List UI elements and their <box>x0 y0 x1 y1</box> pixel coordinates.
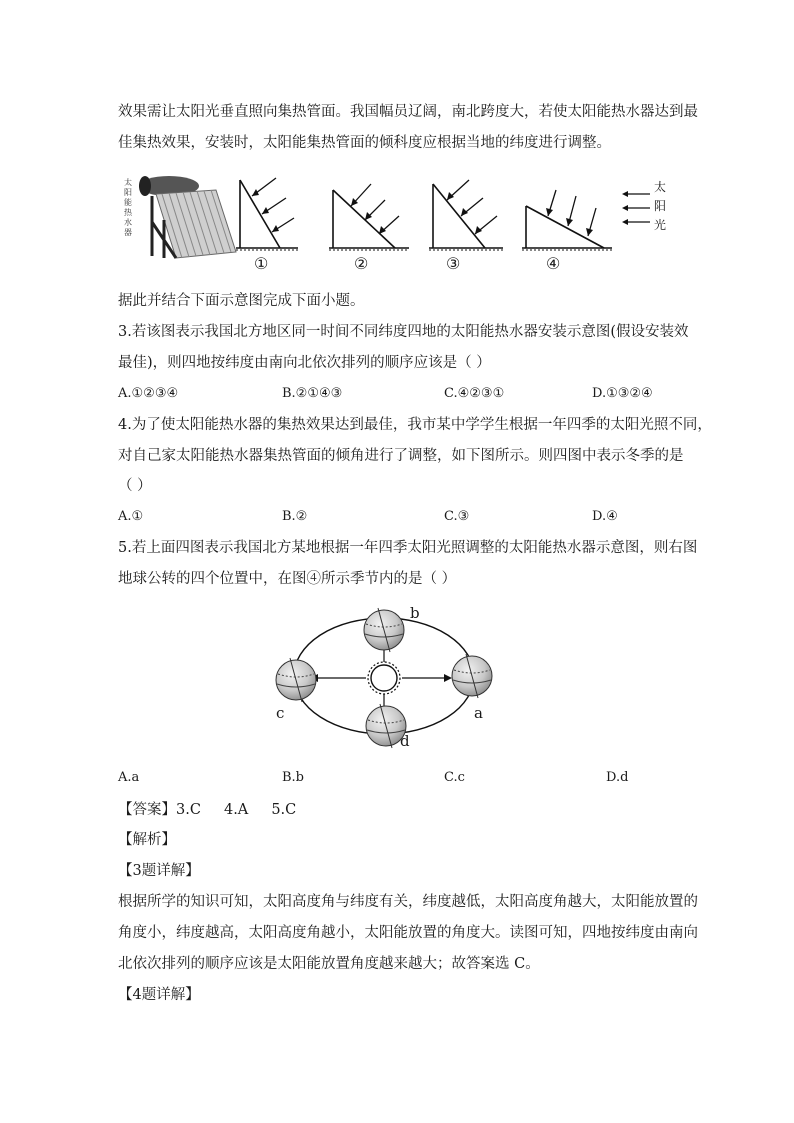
earth-icon <box>452 654 492 698</box>
q3-detail-line-1: 根据所学的知识可知，太阳高度角与纬度有关，纬度越低，太阳高度角越大，太阳能放置的 <box>118 894 698 910</box>
intro-line-2: 佳集热效果，安装时，太阳能集热管面的倾科度应根据当地的纬度进行调整。 <box>118 135 611 151</box>
earth-icon <box>276 658 316 702</box>
q5-option-a: A.a <box>118 770 140 785</box>
q3-stem-line-2: 最佳)，则四地按纬度由南向北依次排列的顺序应该是（ ） <box>118 355 491 371</box>
q5-stem-line-1: 5.若上面四图表示我国北方某地根据一年四季太阳光照调整的太阳能热水器示意图，则右图 <box>118 540 698 556</box>
solar-water-heater-photo <box>136 172 241 262</box>
q4-stem-line-1: 4.为了使太阳能热水器的集热效果达到最佳，我市某中学学生根据一年四季的太阳光照不同， <box>118 417 712 433</box>
q4-detail-heading: 【4题详解】 <box>118 987 200 1003</box>
heater-label-char: 水 <box>124 218 132 227</box>
heater-label-char: 阳 <box>124 188 132 197</box>
orbit-label-d: d <box>400 732 410 750</box>
q5-option-b: B.b <box>282 770 305 785</box>
heater-label-char: 器 <box>124 228 132 237</box>
q3-option-b: B.②①④③ <box>282 386 343 401</box>
q3-detail-line-2: 角度小，纬度越高，太阳高度角越小，太阳能放置的角度大。读图可知，四地按纬度由南向 <box>118 925 698 941</box>
q4-stem-line-2: 对自己家太阳能热水器集热管面的倾角进行了调整，如下图所示。则四图中表示冬季的是 <box>118 448 684 464</box>
heater-label-char: 热 <box>124 208 132 217</box>
q3-option-d: D.①③②④ <box>592 386 653 401</box>
orbit-label-a: a <box>474 704 483 722</box>
q4-option-a: A.① <box>118 509 144 524</box>
solar-heater-figure <box>118 172 678 277</box>
analysis-heading: 【解析】 <box>118 832 176 848</box>
earth-orbit-diagram <box>266 600 506 760</box>
orbit-label-b: b <box>410 604 420 622</box>
panel-label-1: ① <box>254 254 269 273</box>
earth-icon <box>364 608 404 652</box>
intro-line-1: 效果需让太阳光垂直照向集热管面。我国幅员辽阔，南北跨度大，若使太阳能热水器达到最 <box>118 104 698 120</box>
q3-option-c: C.④②③① <box>444 386 505 401</box>
sun-label-char: 光 <box>654 218 667 232</box>
panel-label-2: ② <box>354 254 369 273</box>
heater-vertical-label <box>124 178 134 238</box>
q4-option-b: B.② <box>282 509 308 524</box>
q3-stem-line-1: 3.若该图表示我国北方地区同一时间不同纬度四地的太阳能热水器安装示意图(假设安装效 <box>118 324 689 340</box>
panel-diagram-4 <box>516 176 616 256</box>
heater-label-char: 太 <box>124 178 132 187</box>
q3-option-a: A.①②③④ <box>118 386 179 401</box>
sun-icon <box>368 662 400 694</box>
q5-option-c: C.c <box>444 770 465 785</box>
panel-diagram-1 <box>228 176 308 256</box>
q3-detail-heading: 【3题详解】 <box>118 863 200 879</box>
panel-label-3: ③ <box>446 254 461 273</box>
q5-option-d: D.d <box>606 770 629 785</box>
earth-revolution-figure <box>266 600 506 760</box>
q4-option-c: C.③ <box>444 509 470 524</box>
orbit-label-c: c <box>276 704 285 722</box>
q5-stem-line-2: 地球公转的四个位置中，在图④所示季节内的是（ ） <box>118 571 457 587</box>
panel-diagram-2 <box>323 176 413 256</box>
answer-line: 【答案】3.C 4.A 5.C <box>118 802 297 818</box>
instruction-text: 据此并结合下面示意图完成下面小题。 <box>118 293 365 309</box>
sunlight-arrows-icon <box>620 186 656 236</box>
q4-stem-line-3: （ ） <box>118 478 152 494</box>
sun-label-char: 阳 <box>654 199 667 213</box>
sunlight-label <box>654 178 666 235</box>
q3-detail-line-3: 北依次排列的顺序应该是太阳能放置角度越来越大；故答案选 C。 <box>118 956 540 972</box>
panel-diagram-3 <box>423 176 508 256</box>
q4-option-d: D.④ <box>592 509 618 524</box>
sun-label-char: 太 <box>654 180 667 194</box>
panel-label-4: ④ <box>546 254 561 273</box>
heater-label-char: 能 <box>124 198 132 207</box>
